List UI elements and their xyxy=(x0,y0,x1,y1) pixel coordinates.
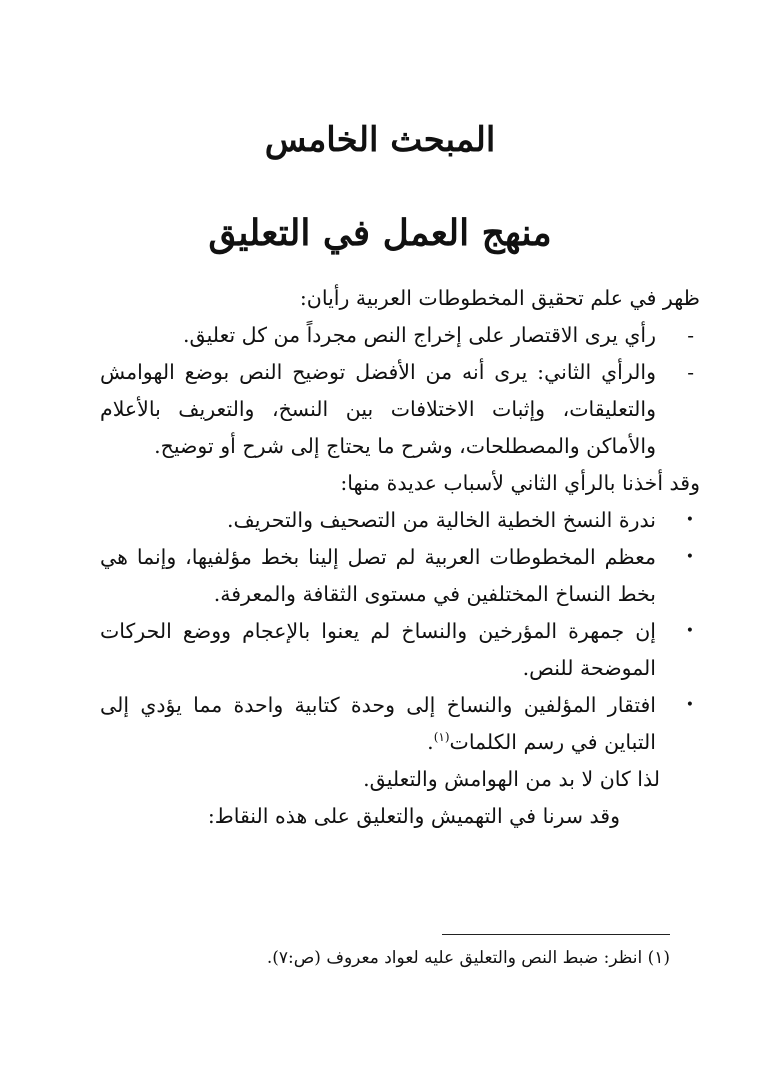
bullet-marker: • xyxy=(685,697,694,713)
closing-paragraph: وقد سرنا في التهميش والتعليق على هذه النقاط: xyxy=(207,804,620,828)
opinion-text: والرأي الثاني: يرى أنه من الأفضل توضيح النص بوضع الهوامش والتعليقات، وإثبات الاختلافات بين النسخ، والتعريف بالأعلام والأماكن والمصطلحات، وشرح ما يحتاج إلى شرح أو توضيح. xyxy=(100,360,656,458)
reason-text: ندرة النسخ الخطية الخالية من التصحيف والتحريف. xyxy=(226,508,656,532)
chapter-title: المبحث الخامس xyxy=(264,120,496,160)
intro-paragraph: ظهر في علم تحقيق المخطوطات العربية رأيان: xyxy=(299,286,700,310)
footnote-text: (١) انظر: ضبط النص والتعليق عليه لعواد معروف (ص:٧). xyxy=(266,948,670,968)
reasons-intro: وقد أخذنا بالرأي الثاني لأسباب عديدة منها: xyxy=(340,471,700,495)
footnote-reference[interactable]: (١) xyxy=(433,730,450,745)
bullet-marker: • xyxy=(685,623,694,639)
reason-item-1 xyxy=(100,502,700,539)
reason-item-2 xyxy=(100,539,700,613)
reason-text: إن جمهرة المؤرخين والنساخ لم يعنوا بالإعجام ووضع الحركات الموضحة للنص. xyxy=(100,619,656,680)
opinion-item-1 xyxy=(100,317,700,354)
bullet-marker: • xyxy=(685,549,694,565)
body-text xyxy=(100,280,700,835)
opinion-text: رأي يرى الاقتصار على إخراج النص مجرداً من كل تعليق. xyxy=(182,323,656,347)
reason-text: معظم المخطوطات العربية لم تصل إلينا بخط مؤلفيها، وإنما هي بخط النساخ المختلفين في مستوى الثقافة والمعرفة. xyxy=(100,545,656,606)
footnote-separator xyxy=(442,934,670,935)
section-title: منهج العمل في التعليق xyxy=(208,212,552,254)
opinion-item-2 xyxy=(100,354,700,465)
reason-item-3 xyxy=(100,613,700,687)
conclusion-paragraph: لذا كان لا بد من الهوامش والتعليق. xyxy=(363,767,660,791)
reason-text: افتقار المؤلفين والنساخ إلى وحدة كتابية واحدة مما يؤدي إلى التباين في رسم الكلمات xyxy=(100,693,656,754)
reason-item-4 xyxy=(100,687,700,761)
bullet-marker: • xyxy=(685,512,694,528)
dash-marker: - xyxy=(687,360,694,384)
reason-tail: . xyxy=(427,730,434,754)
dash-marker: - xyxy=(687,323,694,347)
